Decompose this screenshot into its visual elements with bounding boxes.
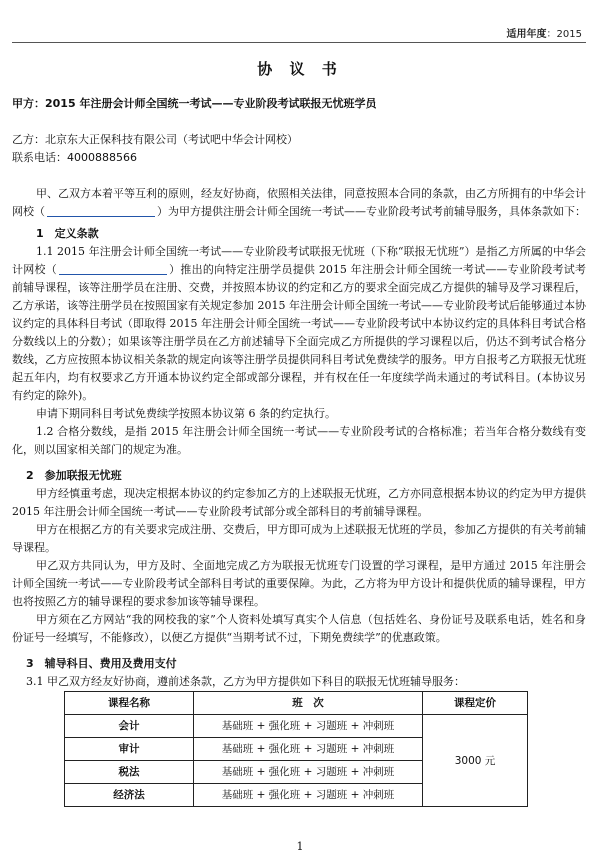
section-2-p2: 甲方在根据乙方的有关要求完成注册、交费后，甲方即可成为上述联报无忧班的学员，参加乙方提供的有关考前辅导课程。 — [12, 523, 586, 554]
table-header: 课程定价 — [423, 692, 528, 715]
table-header: 课程名称 — [65, 692, 194, 715]
course-name: 审计 — [65, 738, 194, 761]
course-classes: 基础班 + 强化班 + 习题班 + 冲刺班 — [194, 715, 423, 738]
course-name: 经济法 — [65, 784, 194, 807]
blank-field — [47, 204, 155, 217]
section-3-title: 3 辅导科目、费用及费用支付 — [26, 657, 177, 670]
course-classes: 基础班 + 强化班 + 习题班 + 冲刺班 — [194, 738, 423, 761]
blank-field — [59, 262, 167, 275]
section-2-p4: 甲方须在乙方网站“我的网校我的家”个人资料处填写真实个人信息（包括姓名、身份证号及联系电话，姓名和身份证号一经填写，不能修改），以便乙方提供“当期考试不过，下期免费续学”的优惠政策。 — [12, 613, 586, 644]
course-name: 会计 — [65, 715, 194, 738]
section-1-1: 1.1 2015 年注册会计师全国统一考试——专业阶段考试联报无忧班（下称“联报无忧班”）是指乙方所属的中华会计网校（ ）推出的向特定注册学员提供 2015 年注册会计师全国统一考试——专业阶段考试考前辅导课程，该等注册学员在注册、交费，并按照本协议的约定和乙方的要求全面完成乙方提供的辅导及学习课程后，乙方承诺，该等注册学员在按照国家有关规定参加 2015 年注册会计师全国统一考试——专业阶段考试后能够通过本协议约定的具体科目考试（即取得 2015 年注册会计师全国统一考试——专业阶段考试中本协议约定的具体科目考试合格分数线以上的分数）；如果该等注册学员在乙方前述辅导下全面完成乙方所提供的学习课程以后，仍达不到考试合格分数线，乙方应按照本协议相关条款的规定向该等注册学员提供同科目考试免费续学的服务。甲方自报考乙方联报无忧班起五年内，均有权要求乙方开通本协议约定全部或部分课程，并有权在任一年度续学尚未通过的考试科目。(本协议另有约定的除外)。 — [12, 245, 586, 402]
applicable-year — [507, 26, 582, 44]
table-row — [65, 715, 528, 738]
course-classes: 基础班 + 强化班 + 习题班 + 冲刺班 — [194, 784, 423, 807]
year-value: 2015 — [556, 29, 582, 40]
year-label: 适用年度 — [506, 29, 547, 40]
party-b: 乙方：北京东大正保科技有限公司（考试吧中华会计网校） — [12, 133, 298, 146]
section-3-1: 3.1 甲乙双方经友好协商，遵前述条款，乙方为甲方提供如下科目的联报无忧班辅导服务： — [26, 675, 465, 688]
section-2-title: 2 参加联报无忧班 — [26, 469, 122, 482]
course-price: 3000 元 — [423, 715, 528, 807]
header-bar — [12, 24, 586, 43]
course-classes: 基础班 + 强化班 + 习题班 + 冲刺班 — [194, 761, 423, 784]
document-body — [12, 95, 586, 807]
course-name: 税法 — [65, 761, 194, 784]
section-1-title: 1 定义条款 — [36, 227, 99, 240]
page-title: 协 议 书 — [257, 60, 343, 78]
course-table — [64, 691, 528, 807]
contact-phone: 联系电话：4000888566 — [12, 151, 137, 164]
section-2-p1: 甲方经慎重考虑，现决定根据本协议的约定参加乙方的上述联报无忧班，乙方亦同意根据本协议的约定为甲方提供 2015 年注册会计师全国统一考试——专业阶段考试部分或全部科目的考前辅导课程。 — [12, 487, 586, 518]
page-number: 1 — [296, 840, 304, 853]
year-separator: ： — [546, 29, 557, 40]
table-header: 班 次 — [194, 692, 423, 715]
table-header-row — [65, 692, 528, 715]
intro-paragraph: 甲、乙双方本着平等互利的原则，经友好协商，依照相关法律，同意按照本合同的条款，由乙方所拥有的中华会计网校（ ）为甲方提供注册会计师全国统一考试——专业阶段考试考前辅导服务，具体条款如下： — [12, 187, 586, 218]
party-a: 甲方：2015 年注册会计师全国统一考试——专业阶段考试联报无忧班学员 — [12, 97, 377, 110]
section-2-p3: 甲乙双方共同认为，甲方及时、全面地完成乙方为联报无忧班专门设置的学习课程，是甲方通过 2015 年注册会计师全国统一考试——专业阶段考试全部科目考试的重要保障。为此，乙方将为甲方设计和提供优质的辅导课程，甲方也将按照乙方的辅导课程的要求参加该等辅导课程。 — [12, 559, 586, 608]
section-1-note: 申请下期同科目考试免费续学按照本协议第 6 条的约定执行。 — [36, 407, 336, 420]
section-1-2: 1.2 合格分数线，是指 2015 年注册会计师全国统一考试——专业阶段考试的合格标准；若当年合格分数线有变化，则以国家相关部门的规定为准。 — [12, 425, 586, 456]
